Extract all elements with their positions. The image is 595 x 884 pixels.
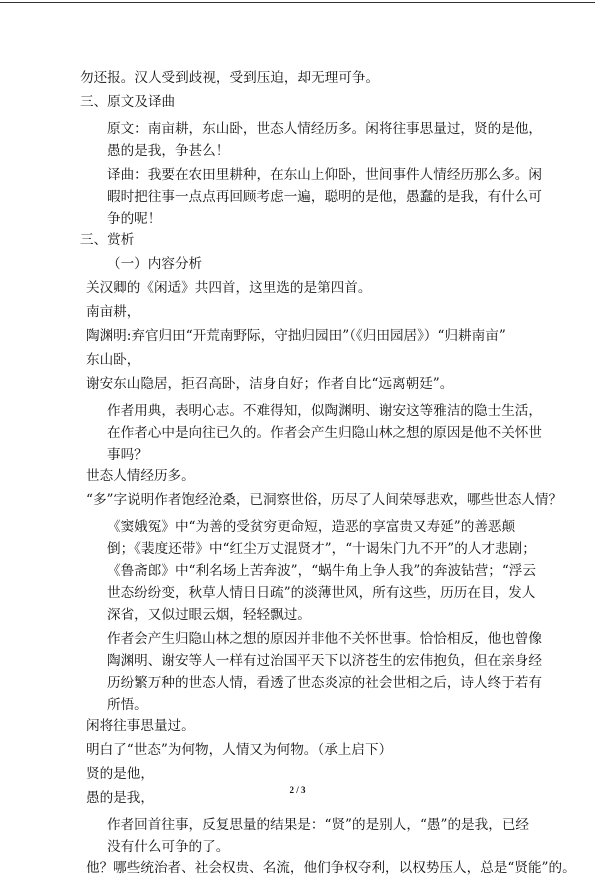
text-line: 世态人情经历多。 xyxy=(86,468,195,484)
text-line: 明白了“世态”为何物，人情又为何物。（承上启下） xyxy=(86,742,393,758)
section-heading: 三、赏析 xyxy=(80,232,135,248)
text-line: 他？哪些统治者、社会权贵、名流，他们争权夺利，以权势压人，总是“贤能”的。 xyxy=(86,860,576,876)
text-line: 东山卧， xyxy=(86,352,141,368)
paragraph: 作者回首往事，反复思量的结果是：“贤”的是别人，“愚”的是我，已经没有什么可争的了。 xyxy=(107,817,530,855)
section-heading: 三、原文及译曲 xyxy=(80,94,176,110)
text-line: 闲将往事思量过。 xyxy=(86,718,195,734)
paragraph: 作者用典，表明心志。不难得知，似陶渊明、谢安这等雅洁的隐士生活，在作者心中是向往已久的。作者会产生归隐山林之想的原因是他不关怀世事吗？ xyxy=(107,403,542,463)
text-line: “多”字说明作者饱经沧桑，已洞察世俗，历尽了人间荣辱悲欢，哪些世态人情？ xyxy=(86,492,563,508)
paragraph: 原文：南亩耕，东山卧，世态人情经历多。闲将往事思量过，贤的是他，愚的是我，争甚么！ xyxy=(107,121,542,159)
text-line: 陶渊明:弃官归田“开荒南野际，守拙归园田”（《归田园居》）“归耕南亩” xyxy=(86,328,506,344)
subsection-heading: （一）内容分析 xyxy=(107,256,203,272)
text-line: 南亩耕， xyxy=(86,304,141,320)
text-line: 勿还报。汉人受到歧视，受到压迫，却无理可争。 xyxy=(80,70,380,86)
text-line: 关汉卿的《闲适》共四首，这里选的是第四首。 xyxy=(86,280,372,296)
text-line: 愚的是我， xyxy=(86,790,154,806)
top-rule xyxy=(0,2,595,3)
paragraph: 译曲：我要在农田里耕种，在东山上仰卧，世间事件人情经历那么多。闲暇时把往事一点点再回顾考虑一遍，聪明的是他，愚蠢的是我，有什么可争的呢！ xyxy=(107,167,542,227)
text-line: 贤的是他， xyxy=(86,766,154,782)
document-body xyxy=(80,70,576,884)
text-line: 谢安东山隐居，拒召高卧，洁身自好；作者自比“远离朝廷”。 xyxy=(86,376,454,392)
paragraph: 《窦娥冤》中“为善的受贫穷更命短，造恶的享富贵又寿延”的善恶颠倒；《裴度还带》中“红尘万丈混贤才”，“十谒朱门九不开”的人才悲剧；《鲁斋郎》中“利名场上苦奔波”，“蜗牛角上争人我”的奔波钻营；“浮云世态纷纷变，秋草人情日日疏”的淡薄世风，所有这些，历历在目，发人深省，又似过眼云烟，轻轻飘过。 xyxy=(107,519,536,623)
page-number: 2 / 3 xyxy=(289,785,306,795)
paragraph: 作者会产生归隐山林之想的原因并非他不关怀世事。恰恰相反，他也曾像陶渊明、谢安等人一样有过治国平天下以济苍生的宏伟抱负，但在亲身经历纷繁万种的世态人情，看透了世态炎凉的社会世相之后，诗人终于若有所悟。 xyxy=(107,631,542,713)
